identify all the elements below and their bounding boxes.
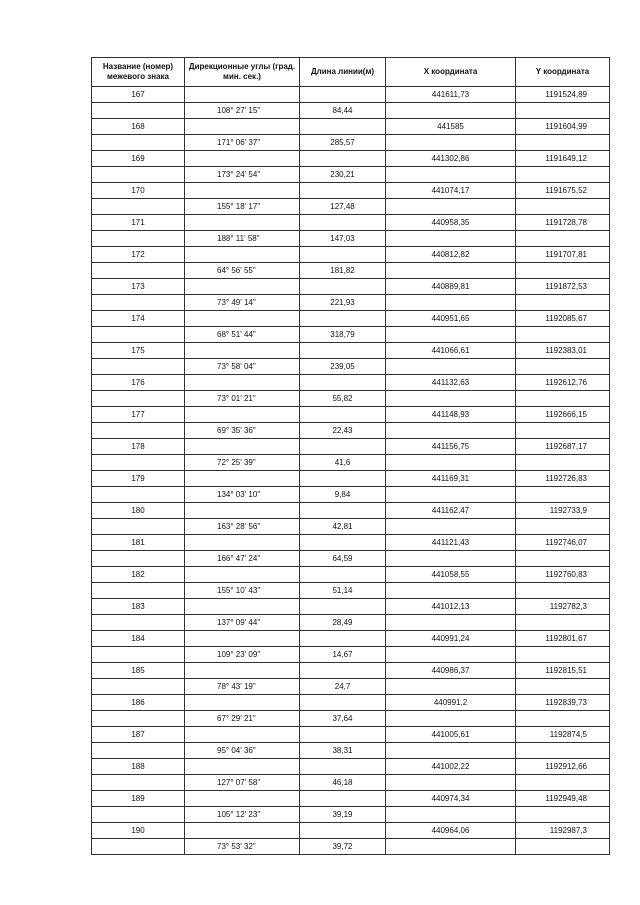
line-length-cell: 127,48 [300, 199, 386, 215]
x-coordinate-cell [386, 199, 516, 215]
y-coordinate-cell [516, 295, 610, 311]
mark-name-cell: 188 [92, 759, 185, 775]
direction-angle-cell: 127° 07' 58" [185, 775, 300, 791]
direction-angle-cell [185, 439, 300, 455]
mark-name-cell: 169 [92, 151, 185, 167]
table-row-point [92, 407, 610, 423]
mark-name-cell [92, 711, 185, 727]
y-coordinate-cell [516, 391, 610, 407]
boundary-marks-table [91, 57, 610, 855]
mark-name-cell [92, 455, 185, 471]
mark-name-cell: 174 [92, 311, 185, 327]
y-coordinate-cell [516, 519, 610, 535]
line-length-cell [300, 183, 386, 199]
direction-angle-cell [185, 631, 300, 647]
direction-angle-cell [185, 151, 300, 167]
y-coordinate-cell [516, 775, 610, 791]
mark-name-cell [92, 199, 185, 215]
x-coordinate-cell [386, 455, 516, 471]
direction-angle-cell: 72° 25' 39" [185, 455, 300, 471]
x-coordinate-cell: 441132,63 [386, 375, 516, 391]
mark-name-cell: 171 [92, 215, 185, 231]
direction-angle-cell [185, 791, 300, 807]
y-coordinate-cell [516, 167, 610, 183]
table-row-segment [92, 551, 610, 567]
x-coordinate-cell [386, 711, 516, 727]
y-coordinate-cell: 1192666,15 [516, 407, 610, 423]
x-coordinate-cell [386, 615, 516, 631]
mark-name-cell: 180 [92, 503, 185, 519]
y-coordinate-cell [516, 583, 610, 599]
x-coordinate-cell [386, 839, 516, 855]
line-length-cell [300, 727, 386, 743]
mark-name-cell [92, 231, 185, 247]
y-coordinate-cell: 1192760,83 [516, 567, 610, 583]
mark-name-cell [92, 327, 185, 343]
line-length-cell [300, 791, 386, 807]
x-coordinate-cell: 440964,06 [386, 823, 516, 839]
x-coordinate-cell: 440951,65 [386, 311, 516, 327]
table-row-point [92, 279, 610, 295]
direction-angle-cell [185, 87, 300, 103]
mark-name-cell [92, 551, 185, 567]
x-coordinate-cell: 441074,17 [386, 183, 516, 199]
y-coordinate-cell [516, 839, 610, 855]
direction-angle-cell [185, 183, 300, 199]
direction-angle-cell [185, 599, 300, 615]
direction-angle-cell: 134° 03' 10" [185, 487, 300, 503]
table-header-row [92, 58, 610, 87]
line-length-cell: 285,57 [300, 135, 386, 151]
direction-angle-cell: 163° 28' 56" [185, 519, 300, 535]
x-coordinate-cell [386, 551, 516, 567]
table-row-point [92, 759, 610, 775]
y-coordinate-cell [516, 199, 610, 215]
x-coordinate-cell [386, 679, 516, 695]
table-row-segment [92, 391, 610, 407]
line-length-cell [300, 343, 386, 359]
y-coordinate-cell [516, 647, 610, 663]
y-coordinate-cell: 1192839,73 [516, 695, 610, 711]
table-row-point [92, 567, 610, 583]
line-length-cell: 239,05 [300, 359, 386, 375]
line-length-cell [300, 663, 386, 679]
x-coordinate-cell: 441058,55 [386, 567, 516, 583]
table-row-segment [92, 583, 610, 599]
mark-name-cell: 168 [92, 119, 185, 135]
mark-name-cell: 187 [92, 727, 185, 743]
line-length-cell: 147,03 [300, 231, 386, 247]
line-length-cell [300, 151, 386, 167]
y-coordinate-cell: 1192746,07 [516, 535, 610, 551]
mark-name-cell [92, 135, 185, 151]
table-row-point [92, 343, 610, 359]
direction-angle-cell [185, 567, 300, 583]
x-coordinate-cell: 441066,61 [386, 343, 516, 359]
mark-name-cell: 185 [92, 663, 185, 679]
x-coordinate-cell: 440889,81 [386, 279, 516, 295]
table-row-segment [92, 647, 610, 663]
x-coordinate-cell [386, 135, 516, 151]
direction-angle-cell: 137° 09' 44" [185, 615, 300, 631]
x-coordinate-cell: 440986,37 [386, 663, 516, 679]
line-length-cell: 37,64 [300, 711, 386, 727]
line-length-cell [300, 247, 386, 263]
y-coordinate-cell [516, 423, 610, 439]
x-coordinate-cell [386, 231, 516, 247]
direction-angle-cell [185, 375, 300, 391]
y-coordinate-cell: 1192726,83 [516, 471, 610, 487]
table-row-point [92, 695, 610, 711]
x-coordinate-cell: 441121,43 [386, 535, 516, 551]
mark-name-cell: 182 [92, 567, 185, 583]
mark-name-cell [92, 839, 185, 855]
y-coordinate-cell [516, 487, 610, 503]
line-length-cell [300, 215, 386, 231]
table-row-segment [92, 167, 610, 183]
direction-angle-cell [185, 119, 300, 135]
mark-name-cell: 175 [92, 343, 185, 359]
x-coordinate-cell [386, 583, 516, 599]
table-row-point [92, 87, 610, 103]
x-coordinate-cell [386, 359, 516, 375]
mark-name-cell [92, 807, 185, 823]
mark-name-cell: 177 [92, 407, 185, 423]
line-length-cell [300, 279, 386, 295]
mark-name-cell [92, 775, 185, 791]
line-length-cell: 39,19 [300, 807, 386, 823]
x-coordinate-cell [386, 423, 516, 439]
x-coordinate-cell [386, 775, 516, 791]
mark-name-cell: 172 [92, 247, 185, 263]
line-length-cell: 230,21 [300, 167, 386, 183]
line-length-cell [300, 503, 386, 519]
table-row-segment [92, 359, 610, 375]
y-coordinate-cell [516, 135, 610, 151]
table-row-point [92, 631, 610, 647]
y-coordinate-cell [516, 327, 610, 343]
direction-angle-cell: 73° 01' 21" [185, 391, 300, 407]
table-row-point [92, 183, 610, 199]
direction-angle-cell: 109° 23' 09" [185, 647, 300, 663]
direction-angle-cell: 155° 18' 17" [185, 199, 300, 215]
mark-name-cell [92, 391, 185, 407]
x-coordinate-cell: 440974,34 [386, 791, 516, 807]
mark-name-cell [92, 647, 185, 663]
x-coordinate-cell: 441302,86 [386, 151, 516, 167]
table-row-segment [92, 199, 610, 215]
line-length-cell [300, 823, 386, 839]
x-coordinate-cell: 441169,31 [386, 471, 516, 487]
mark-name-cell: 190 [92, 823, 185, 839]
x-coordinate-cell: 440991,24 [386, 631, 516, 647]
table-row-segment [92, 455, 610, 471]
y-coordinate-cell: 1191649,12 [516, 151, 610, 167]
line-length-cell: 41,6 [300, 455, 386, 471]
y-coordinate-cell [516, 359, 610, 375]
mark-name-cell: 189 [92, 791, 185, 807]
table-row-segment [92, 775, 610, 791]
y-coordinate-cell [516, 615, 610, 631]
line-length-cell: 22,43 [300, 423, 386, 439]
x-coordinate-cell: 441156,75 [386, 439, 516, 455]
table-row-point [92, 375, 610, 391]
y-coordinate-cell: 1192874,5 [516, 727, 610, 743]
y-coordinate-cell: 1192949,48 [516, 791, 610, 807]
line-length-cell: 42,81 [300, 519, 386, 535]
mark-name-cell: 176 [92, 375, 185, 391]
line-length-cell [300, 87, 386, 103]
line-length-cell [300, 407, 386, 423]
line-length-cell: 46,18 [300, 775, 386, 791]
table-row-point [92, 119, 610, 135]
y-coordinate-cell: 1192912,66 [516, 759, 610, 775]
line-length-cell [300, 599, 386, 615]
direction-angle-cell: 69° 35' 36" [185, 423, 300, 439]
x-coordinate-cell: 440812,82 [386, 247, 516, 263]
line-length-cell: 14,67 [300, 647, 386, 663]
table-row-point [92, 727, 610, 743]
table-row-segment [92, 615, 610, 631]
mark-name-cell [92, 743, 185, 759]
table-row-segment [92, 679, 610, 695]
y-coordinate-cell [516, 103, 610, 119]
table-row-point [92, 535, 610, 551]
mark-name-cell [92, 103, 185, 119]
header-mark-name: Название (номер) межевого знака [92, 58, 185, 87]
y-coordinate-cell: 1192987,3 [516, 823, 610, 839]
mark-name-cell: 173 [92, 279, 185, 295]
direction-angle-cell: 108° 27' 15" [185, 103, 300, 119]
direction-angle-cell [185, 471, 300, 487]
line-length-cell [300, 695, 386, 711]
mark-name-cell [92, 615, 185, 631]
y-coordinate-cell [516, 711, 610, 727]
line-length-cell: 55,82 [300, 391, 386, 407]
x-coordinate-cell [386, 167, 516, 183]
mark-name-cell [92, 295, 185, 311]
direction-angle-cell [185, 759, 300, 775]
line-length-cell: 28,49 [300, 615, 386, 631]
mark-name-cell: 178 [92, 439, 185, 455]
y-coordinate-cell: 1192687,17 [516, 439, 610, 455]
y-coordinate-cell: 1191524,89 [516, 87, 610, 103]
direction-angle-cell: 95° 04' 36" [185, 743, 300, 759]
direction-angle-cell: 166° 47' 24" [185, 551, 300, 567]
y-coordinate-cell: 1192782,3 [516, 599, 610, 615]
x-coordinate-cell [386, 487, 516, 503]
direction-angle-cell: 73° 49' 14" [185, 295, 300, 311]
table-row-point [92, 823, 610, 839]
line-length-cell [300, 119, 386, 135]
x-coordinate-cell [386, 103, 516, 119]
direction-angle-cell [185, 279, 300, 295]
y-coordinate-cell [516, 743, 610, 759]
line-length-cell [300, 439, 386, 455]
line-length-cell: 51,14 [300, 583, 386, 599]
mark-name-cell: 186 [92, 695, 185, 711]
direction-angle-cell: 73° 58' 04" [185, 359, 300, 375]
table-row-point [92, 599, 610, 615]
table-row-point [92, 247, 610, 263]
direction-angle-cell: 64° 56' 55" [185, 263, 300, 279]
x-coordinate-cell: 441162,47 [386, 503, 516, 519]
table-row-segment [92, 231, 610, 247]
x-coordinate-cell [386, 807, 516, 823]
mark-name-cell: 167 [92, 87, 185, 103]
y-coordinate-cell [516, 679, 610, 695]
line-length-cell: 39,72 [300, 839, 386, 855]
y-coordinate-cell: 1192383,01 [516, 343, 610, 359]
y-coordinate-cell: 1192612,76 [516, 375, 610, 391]
table-row-point [92, 791, 610, 807]
y-coordinate-cell: 1192085,67 [516, 311, 610, 327]
mark-name-cell [92, 583, 185, 599]
line-length-cell: 64,59 [300, 551, 386, 567]
mark-name-cell [92, 679, 185, 695]
table-row-point [92, 663, 610, 679]
y-coordinate-cell [516, 455, 610, 471]
y-coordinate-cell [516, 263, 610, 279]
line-length-cell: 38,31 [300, 743, 386, 759]
y-coordinate-cell: 1191675,52 [516, 183, 610, 199]
header-direction-angle: Дирекционные углы (град. мин. сек.) [185, 58, 300, 87]
direction-angle-cell: 67° 29' 21" [185, 711, 300, 727]
line-length-cell [300, 311, 386, 327]
x-coordinate-cell: 441002,22 [386, 759, 516, 775]
mark-name-cell: 181 [92, 535, 185, 551]
table-row-segment [92, 327, 610, 343]
y-coordinate-cell: 1191604,99 [516, 119, 610, 135]
direction-angle-cell: 173° 24' 54" [185, 167, 300, 183]
table-row-segment [92, 743, 610, 759]
x-coordinate-cell: 440991,2 [386, 695, 516, 711]
line-length-cell: 84,44 [300, 103, 386, 119]
table-row-segment [92, 519, 610, 535]
table-row-segment [92, 295, 610, 311]
y-coordinate-cell [516, 231, 610, 247]
direction-angle-cell [185, 343, 300, 359]
mark-name-cell [92, 487, 185, 503]
direction-angle-cell [185, 503, 300, 519]
direction-angle-cell [185, 727, 300, 743]
direction-angle-cell [185, 663, 300, 679]
line-length-cell [300, 631, 386, 647]
table-row-point [92, 151, 610, 167]
line-length-cell [300, 759, 386, 775]
y-coordinate-cell [516, 551, 610, 567]
line-length-cell: 24,7 [300, 679, 386, 695]
line-length-cell [300, 375, 386, 391]
table-row-segment [92, 135, 610, 151]
x-coordinate-cell: 441005,61 [386, 727, 516, 743]
table-row-segment [92, 711, 610, 727]
mark-name-cell [92, 167, 185, 183]
mark-name-cell: 184 [92, 631, 185, 647]
table-row-point [92, 471, 610, 487]
table-row-point [92, 311, 610, 327]
x-coordinate-cell [386, 295, 516, 311]
table-row-segment [92, 807, 610, 823]
y-coordinate-cell: 1191707,81 [516, 247, 610, 263]
table-row-segment [92, 487, 610, 503]
direction-angle-cell [185, 215, 300, 231]
table-row-segment [92, 423, 610, 439]
mark-name-cell [92, 359, 185, 375]
direction-angle-cell: 68° 51' 44" [185, 327, 300, 343]
y-coordinate-cell: 1191872,53 [516, 279, 610, 295]
header-y-coordinate: Y координата [516, 58, 610, 87]
header-x-coordinate: X координата [386, 58, 516, 87]
direction-angle-cell: 155° 10' 43" [185, 583, 300, 599]
coordinates-sheet [91, 57, 610, 855]
direction-angle-cell: 188° 11' 58" [185, 231, 300, 247]
direction-angle-cell: 105° 12' 23" [185, 807, 300, 823]
line-length-cell [300, 567, 386, 583]
x-coordinate-cell [386, 263, 516, 279]
mark-name-cell: 183 [92, 599, 185, 615]
direction-angle-cell [185, 311, 300, 327]
x-coordinate-cell [386, 391, 516, 407]
y-coordinate-cell: 1191728,78 [516, 215, 610, 231]
x-coordinate-cell: 441148,93 [386, 407, 516, 423]
y-coordinate-cell: 1192815,51 [516, 663, 610, 679]
line-length-cell: 221,93 [300, 295, 386, 311]
x-coordinate-cell: 441012,13 [386, 599, 516, 615]
table-row-point [92, 503, 610, 519]
direction-angle-cell [185, 823, 300, 839]
y-coordinate-cell: 1192801,67 [516, 631, 610, 647]
x-coordinate-cell: 441611,73 [386, 87, 516, 103]
mark-name-cell [92, 423, 185, 439]
y-coordinate-cell: 1192733,9 [516, 503, 610, 519]
x-coordinate-cell [386, 647, 516, 663]
table-body [92, 87, 610, 855]
mark-name-cell [92, 519, 185, 535]
table-row-point [92, 215, 610, 231]
direction-angle-cell: 171° 06' 37" [185, 135, 300, 151]
line-length-cell [300, 471, 386, 487]
direction-angle-cell [185, 407, 300, 423]
x-coordinate-cell [386, 519, 516, 535]
table-row-segment [92, 103, 610, 119]
mark-name-cell [92, 263, 185, 279]
direction-angle-cell [185, 695, 300, 711]
x-coordinate-cell: 441585 [386, 119, 516, 135]
x-coordinate-cell [386, 327, 516, 343]
direction-angle-cell [185, 535, 300, 551]
x-coordinate-cell: 440958,35 [386, 215, 516, 231]
mark-name-cell: 179 [92, 471, 185, 487]
x-coordinate-cell [386, 743, 516, 759]
direction-angle-cell: 78° 43' 19" [185, 679, 300, 695]
table-row-segment [92, 839, 610, 855]
line-length-cell [300, 535, 386, 551]
y-coordinate-cell [516, 807, 610, 823]
table-row-segment [92, 263, 610, 279]
direction-angle-cell: 73° 53' 32" [185, 839, 300, 855]
mark-name-cell: 170 [92, 183, 185, 199]
line-length-cell: 181,82 [300, 263, 386, 279]
table-row-point [92, 439, 610, 455]
direction-angle-cell [185, 247, 300, 263]
header-line-length: Длина линии(м) [300, 58, 386, 87]
line-length-cell: 318,79 [300, 327, 386, 343]
line-length-cell: 9,84 [300, 487, 386, 503]
